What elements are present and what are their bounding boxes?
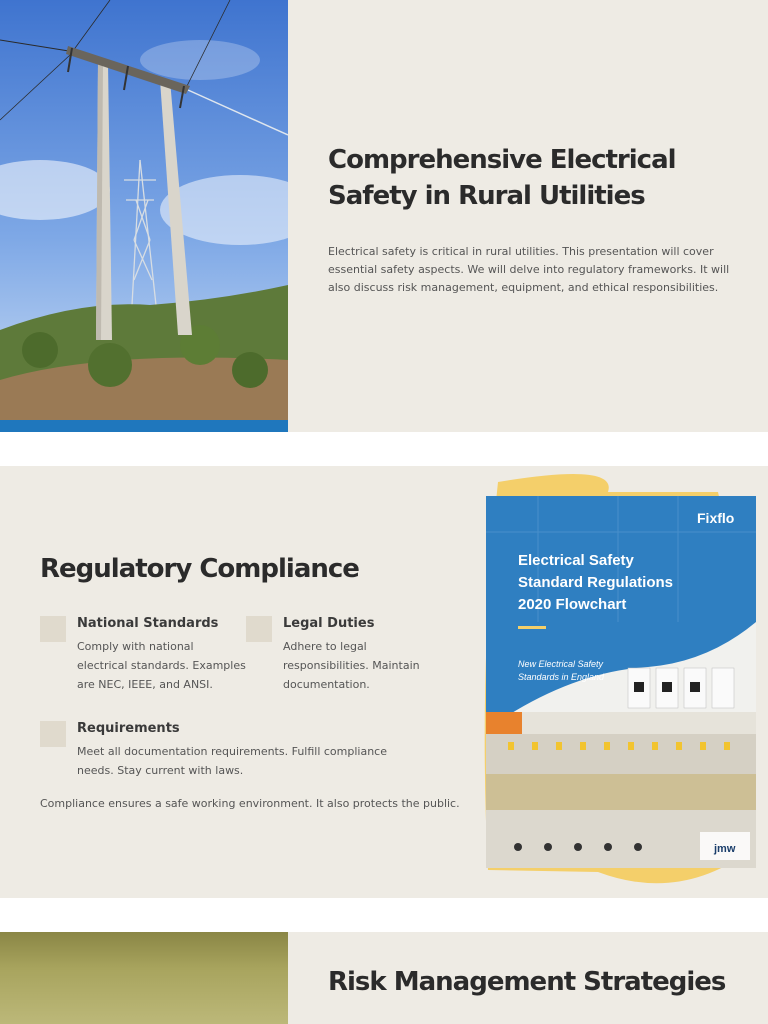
- square-bullet-icon: [40, 616, 66, 642]
- card-heading: National Standards: [77, 616, 219, 631]
- slide-description: Electrical safety is critical in rural utilities. This presentation will cover essential safety aspects. We will delve into regulatory frameworks. It will also discuss risk management, equipment, and ethical responsibilities.: [328, 245, 730, 294]
- brochure-title-line: 2020 Flowchart: [518, 596, 627, 613]
- square-bullet-icon: [40, 721, 66, 747]
- slide-risk-management: [0, 932, 768, 1024]
- card-body: Comply with national electrical standards. Examples are NEC, IEEE, and ANSI.: [77, 640, 246, 691]
- slide-title: Regulatory Compliance: [40, 554, 359, 584]
- slide-title: Risk Management Strategies: [328, 967, 726, 997]
- slide-regulatory-compliance: [0, 466, 768, 898]
- brochure-title-line: Electrical Safety: [518, 552, 634, 569]
- brochure-title-line: Standard Regulations: [518, 574, 674, 591]
- card-body: Adhere to legal responsibilities. Maintain documentation.: [283, 640, 420, 691]
- power-pole-photo: [0, 0, 288, 432]
- card-heading: Requirements: [77, 721, 180, 736]
- slide-photo: [0, 932, 288, 1024]
- brochure-logo: Fixflo: [697, 510, 735, 526]
- brochure-subtitle-line: New Electrical Safety: [518, 659, 604, 669]
- card-body: Meet all documentation requirements. Fulfill compliance needs. Stay current with laws.: [77, 745, 387, 777]
- square-bullet-icon: [246, 616, 272, 642]
- card-heading: Legal Duties: [283, 616, 375, 631]
- brochure-subtitle-line: Standards in England: [518, 672, 605, 682]
- slide-title: Comprehensive Electrical Safety in Rural Utilities: [328, 145, 676, 211]
- slide-footer-note: Compliance ensures a safe working environment. It also protects the public.: [40, 797, 460, 810]
- brochure-cover-image: [478, 472, 758, 892]
- brochure-publisher-logo: jmw: [714, 843, 736, 855]
- slide-intro: [0, 0, 768, 432]
